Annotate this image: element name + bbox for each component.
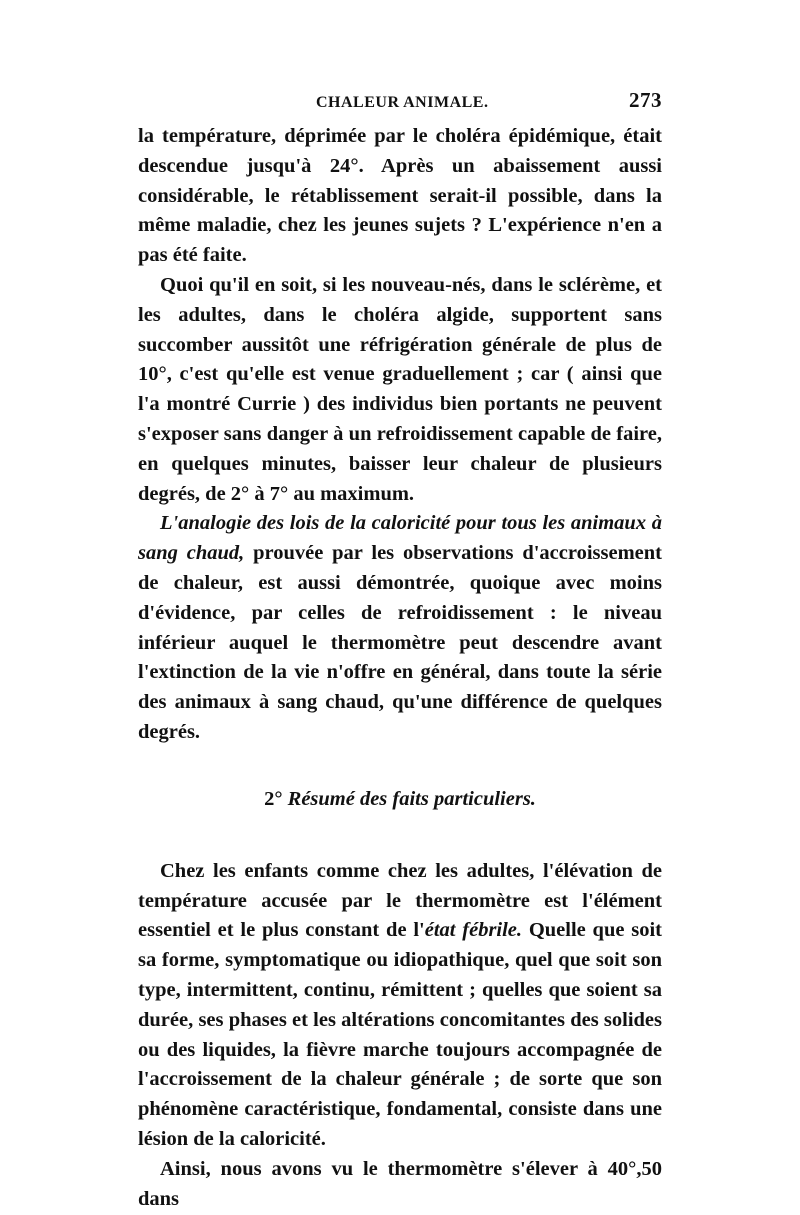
paragraph-5 bbox=[138, 1155, 662, 1215]
paragraph-3 bbox=[138, 509, 662, 747]
section-heading bbox=[138, 784, 662, 814]
paragraph-4-before: Chez les enfants comme chez les adultes, l'élévation de température accusée par le thermomètre est l'élément essentiel et le plus constant de l' bbox=[138, 859, 662, 942]
section-title: Résumé des faits particuliers. bbox=[287, 787, 536, 810]
paragraph-5-text: Ainsi, nous avons vu le thermomètre s'élever à 40°,50 dans bbox=[138, 1157, 662, 1210]
running-title: CHALEUR ANIMALE. bbox=[316, 94, 489, 111]
paragraph-4-after: Quelle que soit sa forme, symptomatique ou idiopathique, quel que soit son type, intermittent, continu, rémittent ; quelles que soient sa durée, ses phases et les altérations concomitantes des solides ou des liquides, la fièvre marche toujours accompagnée de l'accroissement de la chaleur générale ; de sorte que son phénomène caractéristique, fondamental, consiste dans une lésion de la caloricité. bbox=[138, 919, 663, 1150]
page-header bbox=[138, 88, 662, 122]
paragraph-1 bbox=[138, 122, 662, 271]
page-number: 273 bbox=[629, 88, 662, 112]
paragraph-3-text: prouvée par les observations d'accroissement de chaleur, est aussi démontrée, quoique avec moins d'évidence, par celles de refroidissement : le niveau inférieur auquel le thermomètre peut descendre avant l'extinction de la vie n'offre en général, dans toute la série des animaux à sang chaud, qu'une différence de quelques degrés. bbox=[138, 542, 662, 743]
paragraph-4-italic: état fébrile. bbox=[424, 919, 523, 942]
section-number: 2° bbox=[264, 787, 283, 810]
paragraph-1-text: la température, déprimée par le choléra épidémique, était descendue jusqu'à 24°. Après un abaissement aussi considérable, le rétablissement serait-il possible, dans la même maladie, chez les jeunes sujets ? L'expérience n'en a pas été faite. bbox=[138, 125, 662, 267]
book-page bbox=[138, 88, 662, 1214]
paragraph-3-italic: L'analogie des lois de la caloricité pour tous les animaux à sang chaud, bbox=[138, 512, 662, 565]
paragraph-2-text: Quoi qu'il en soit, si les nouveau-nés, dans le sclérème, et les adultes, dans le choléra algide, supportent sans succomber aussitôt une réfrigération générale de plus de 10°, c'est qu'elle est venue graduellement ; car ( ainsi que l'a montré Currie ) des individus bien portants ne peuvent s'exposer sans danger à un refroidissement capable de faire, en quelques minutes, baisser leur chaleur de plusieurs degrés, de 2° à 7° au maximum. bbox=[138, 273, 662, 505]
paragraph-4 bbox=[138, 857, 662, 1155]
paragraph-2 bbox=[138, 271, 662, 509]
